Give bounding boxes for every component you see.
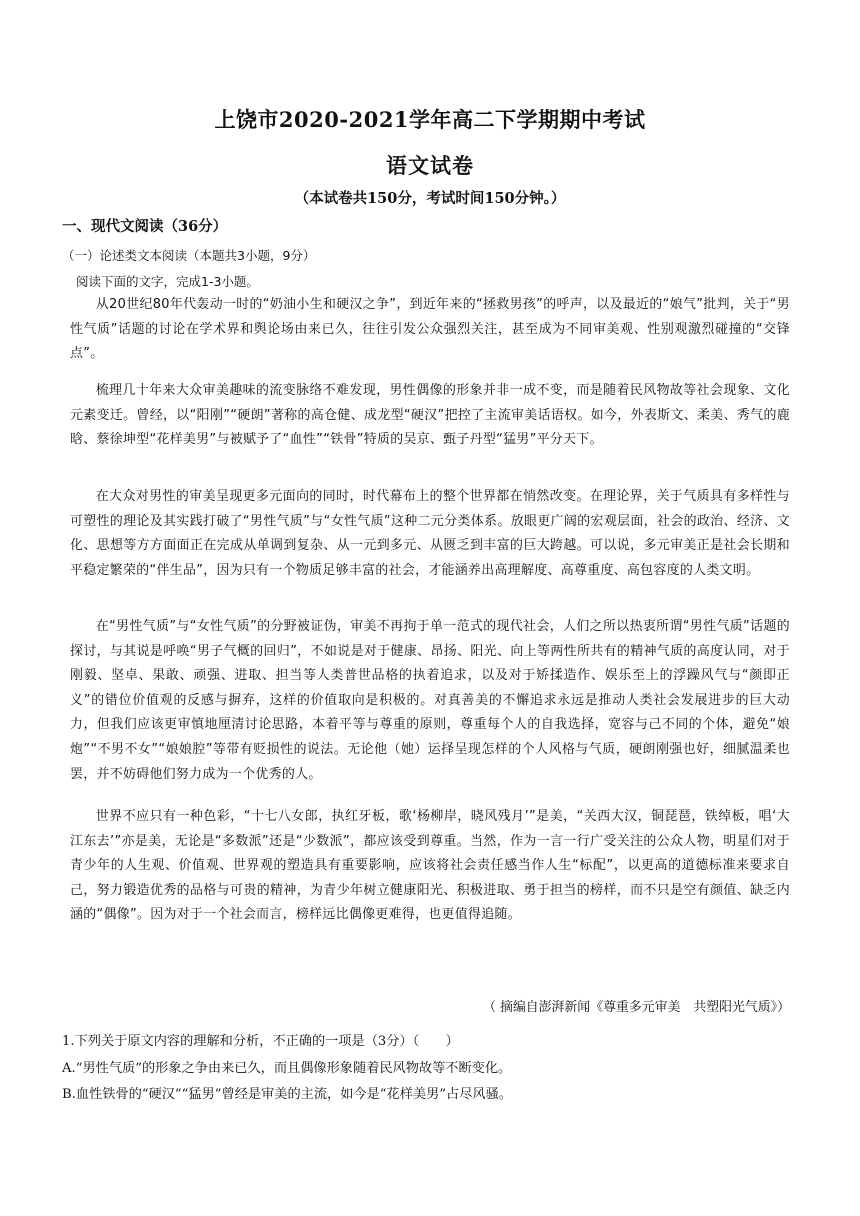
- question-1: 1.下列关于原文内容的理解和分析，不正确的一项是（3分）（ ）: [62, 1034, 459, 1049]
- section-subheading: （一）论述类文本阅读（本题共3小题，9分）: [62, 248, 316, 263]
- article-paragraph-1: 从20世纪80年代轰动一时的“奶油小生和硬汉之争”，到近年来的“拯救男孩”的呼声，以及最近的“娘气”批判，关于“男性气质”话题的讨论在学术界和舆论场由来已久，往往引发公众强烈关注，甚至成为不同审美观、性别观激烈碰撞的“交锋点”。: [70, 297, 790, 362]
- subject-title: 语文试卷: [386, 153, 474, 178]
- section-heading: 一、现代文阅读（36分）: [62, 218, 228, 235]
- option-b: B.血性铁骨的“硬汉”“猛男”曾经是审美的主流，如今是“花样美男”占尽风骚。: [62, 1087, 512, 1102]
- exam-title: 上饶市2020-2021学年高二下学期期中考试: [214, 107, 646, 132]
- article-paragraph-4: 在“男性气质”与“女性气质”的分野被证伪，审美不再拘于单一范式的现代社会，人们之所以热衷所谓“男性气质”话题的探讨，与其说是呼唤“男子气概的回归”，不如说是对于健康、昂扬、阳光、向上等两性所共有的精神气质的高度认同，对于刚毅、坚卓、果敢、顽强、进取、担当等人类普世品格的执着追求，以及对于矫揉造作、娱乐至上的浮躁风气与“颜即正义”的错位价值观的反感与摒弃，这样的价值取向是积极的。对真善美的不懈追求永远是推动人类社会发展进步的巨大动力，但我们应该更审慎地厘清讨论思路，本着平等与尊重的原则，尊重每个人的自我选择，宽容与己不同的个体，避免“娘炮”“不男不女”“娘娘腔”等带有贬损性的说法。无论他（她）运择呈现怎样的个人风格与气质，硬朗刚强也好，细腻温柔也罢，并不妨碍他们努力成为一个优秀的人。: [70, 619, 790, 782]
- exam-note: （本试卷共150分，考试时间150分钟。）: [294, 190, 566, 207]
- option-a: A.“男性气质”的形象之争由来已久，而且偶像形象随着民风物故等不断变化。: [62, 1061, 512, 1076]
- article-source: （ 摘编自澎湃新闻《尊重多元审美 共塑阳光气质》）: [482, 1000, 790, 1015]
- article-paragraph-3: 在大众对男性的审美呈现更多元面向的同时，时代幕布上的整个世界都在悄然改变。在理论界，关于气质具有多样性与可塑性的理论及其实践打破了“男性气质”与“女性气质”这种二元分类体系。放眼更广阔的宏观层面，社会的政治、经济、文化、思想等方方面面正在完成从单调到复杂、从一元到多元、从匮乏到丰富的巨大跨越。可以说，多元审美正是社会长期和平稳定繁荣的“伴生品”，因为只有一个物质足够丰富的社会，才能涵养出高理解度、高尊重度、高包容度的人类文明。: [70, 489, 790, 578]
- article-paragraph-2: 梳理几十年来大众审美趣味的流变脉络不难发现，男性偶像的形象并非一成不变，而是随着民风物故等社会现象、文化元素变迁。曾经，以“阳刚”“硬朗”著称的高仓健、成龙型“硬汉”把控了主流审美话语权。如今，外表斯文、柔美、秀气的鹿晗、蔡徐坤型“花样美男”与被赋予了“血性”“铁骨”特质的吴京、甄子丹型“猛男”平分天下。: [70, 383, 790, 448]
- reading-instruction: 阅读下面的文字，完成1-3小题。: [76, 274, 259, 289]
- article-paragraph-5: 世界不应只有一种色彩，“十七八女郎，执红牙板，歌‘杨柳岸，晓风残月’”是美，“关西大汉，铜琵琶，铁绰板，唱‘大江东去’”亦是美，无论是“多数派”还是“少数派”，都应该受到尊重。当然，作为一言一行广受关注的公众人物，明星们对于青少年的人生观、价值观、世界观的塑造具有重要影响，应该将社会责任感当作人生“标配”，以更高的道德标准来要求自己，努力锻造优秀的品格与可贵的精神，为青少年树立健康阳光、积极进取、勇于担当的榜样，而不只是空有颜值、缺乏内涵的“偶像”。因为对于一个社会而言，榜样远比偶像更难得，也更值得追随。: [70, 809, 790, 923]
